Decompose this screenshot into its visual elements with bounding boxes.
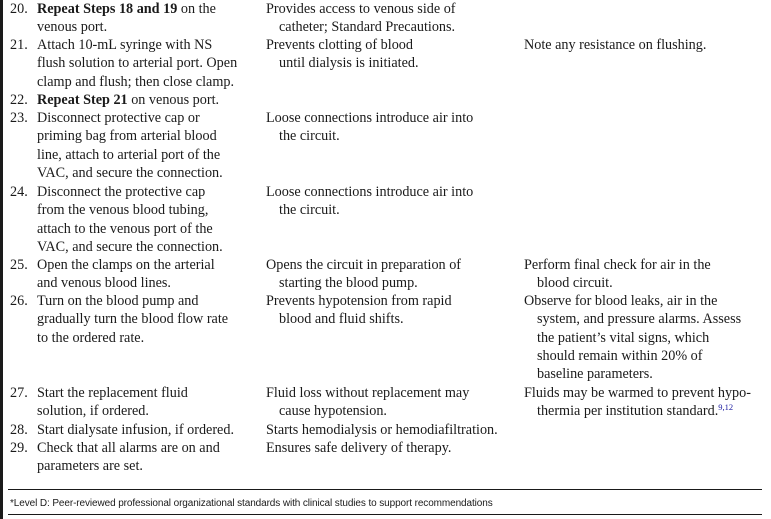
step-notes-cell — [524, 292, 769, 383]
step-rationale-cell — [266, 421, 516, 439]
footnote-top-rule — [8, 489, 762, 490]
step-rationale-line: Fluid loss without replacement may — [266, 385, 470, 401]
step-rationale-cell — [266, 439, 516, 457]
step-number: 27. — [10, 385, 28, 401]
step-number: 24. — [10, 184, 28, 200]
step-action-line: Turn on the blood pump and — [37, 293, 199, 309]
step-action-line: Disconnect the protective cap — [37, 184, 206, 200]
step-action-line: flush solution to arterial port. Open — [37, 55, 238, 72]
step-notes-line — [524, 347, 769, 365]
step-notes-line — [524, 310, 769, 328]
step-action-line: VAC, and secure the connection. — [37, 164, 223, 181]
step-notes-cell — [524, 36, 769, 54]
step-notes-text: baseline parameters. — [537, 366, 653, 383]
step-action-line: line, attach to arterial port of the — [37, 146, 221, 163]
step-rationale-line: the circuit. — [279, 202, 340, 219]
reference-citation-link[interactable]: 9,12 — [718, 402, 734, 413]
step-notes-text: Observe for blood leaks, air in the — [524, 293, 718, 309]
step-notes-line — [524, 256, 769, 274]
step-rationale-line: until dialysis is initiated. — [279, 55, 419, 72]
step-action-text — [37, 421, 263, 439]
step-action-line: Attach 10-mL syringe with NS — [37, 37, 213, 53]
step-action-line: gradually turn the blood flow rate — [37, 311, 229, 328]
step-notes-line — [524, 402, 769, 420]
evidence-level-footnote: *Level D: Peer-reviewed professional organizational standards with clinical studies to support recommendations — [10, 498, 493, 509]
step-notes-text: Perform final check for air in the — [524, 257, 711, 273]
step-number: 29. — [10, 440, 28, 456]
step-action-text — [37, 91, 263, 109]
step-action-rest: on venous port. — [127, 92, 220, 108]
step-action-text — [37, 384, 263, 421]
step-number: 28. — [10, 422, 28, 438]
step-rationale-line: the circuit. — [279, 128, 340, 145]
step-action-line: attach to the venous port of the — [37, 220, 213, 237]
step-action-line: VAC, and secure the connection. — [37, 238, 223, 255]
step-action-line: to the ordered rate. — [37, 329, 145, 346]
step-action-line: clamp and flush; then close clamp. — [37, 73, 234, 90]
step-notes-text: thermia per institution standard. — [537, 403, 719, 420]
step-number: 21. — [10, 37, 28, 53]
step-rationale-line: Loose connections introduce air into — [266, 184, 474, 200]
step-action-line: parameters are set. — [37, 458, 143, 475]
step-action-text — [37, 183, 263, 256]
step-rationale-line: Opens the circuit in preparation of — [266, 257, 462, 273]
step-rationale-line: Prevents hypotension from rapid — [266, 293, 452, 309]
step-action-line: priming bag from arterial blood — [37, 128, 217, 145]
step-notes-text: blood circuit. — [537, 275, 613, 292]
step-notes-line — [524, 329, 769, 347]
step-rationale-cell — [266, 256, 516, 293]
step-action-line: solution, if ordered. — [37, 403, 149, 420]
step-action-line — [37, 0, 263, 18]
page-edge-bar — [0, 0, 3, 519]
step-notes-line — [524, 384, 769, 402]
step-rationale-line: catheter; Standard Precautions. — [279, 19, 456, 36]
step-rationale-line: Ensures safe delivery of therapy. — [266, 440, 452, 456]
step-rationale-cell — [266, 109, 516, 146]
step-action-text — [37, 292, 263, 347]
step-rationale-cell — [266, 292, 516, 329]
step-notes-text: the patient’s vital signs, which — [537, 329, 710, 346]
step-notes-text: should remain within 20% of — [537, 347, 703, 364]
step-action-line — [37, 91, 263, 109]
step-action-line: Start the replacement fluid — [37, 385, 188, 401]
step-rationale-line: Prevents clotting of blood — [266, 37, 413, 53]
step-action-line: Open the clamps on the arterial — [37, 257, 215, 273]
step-notes-text: Fluids may be warmed to prevent hypo- — [524, 385, 751, 401]
step-action-line: Check that all alarms are on and — [37, 440, 220, 456]
step-action-text — [37, 0, 263, 37]
step-notes-line — [524, 36, 769, 54]
step-notes-text: system, and pressure alarms. Assess — [537, 311, 742, 328]
step-rationale-line: Starts hemodialysis or hemodiafiltration. — [266, 422, 498, 438]
step-action-line: from the venous blood tubing, — [37, 202, 209, 219]
step-rationale-line: blood and fluid shifts. — [279, 311, 404, 328]
footnote-bottom-rule — [8, 514, 762, 515]
step-rationale-cell — [266, 384, 516, 421]
step-rationale-line: starting the blood pump. — [279, 275, 418, 292]
step-notes-text: Note any resistance on flushing. — [524, 37, 707, 53]
step-number: 23. — [10, 110, 28, 126]
step-action-emphasis: Repeat Steps 18 and 19 — [37, 1, 178, 17]
step-action-line: Disconnect protective cap or — [37, 110, 200, 126]
step-rationale-cell — [266, 36, 516, 73]
step-number: 26. — [10, 293, 28, 309]
step-notes-line — [524, 274, 769, 292]
step-number: 25. — [10, 257, 28, 273]
step-action-emphasis: Repeat Step 21 — [37, 92, 128, 108]
step-number: 22. — [10, 92, 28, 108]
step-rationale-line: cause hypotension. — [279, 403, 387, 420]
step-action-text — [37, 439, 263, 476]
step-action-text — [37, 109, 263, 182]
step-notes-cell — [524, 256, 769, 293]
step-action-line: venous port. — [37, 19, 108, 36]
step-rationale-cell — [266, 0, 516, 37]
step-rationale-line: Provides access to venous side of — [266, 1, 456, 17]
step-rationale-cell — [266, 183, 516, 220]
step-notes-cell — [524, 384, 769, 421]
step-number: 20. — [10, 1, 28, 17]
step-action-line: Start dialysate infusion, if ordered. — [37, 422, 234, 438]
step-action-rest: on the — [177, 1, 216, 17]
step-rationale-line: Loose connections introduce air into — [266, 110, 474, 126]
step-notes-line — [524, 365, 769, 383]
step-action-text — [37, 36, 263, 91]
step-notes-line — [524, 292, 769, 310]
step-action-text — [37, 256, 263, 293]
step-action-line: and venous blood lines. — [37, 275, 171, 292]
